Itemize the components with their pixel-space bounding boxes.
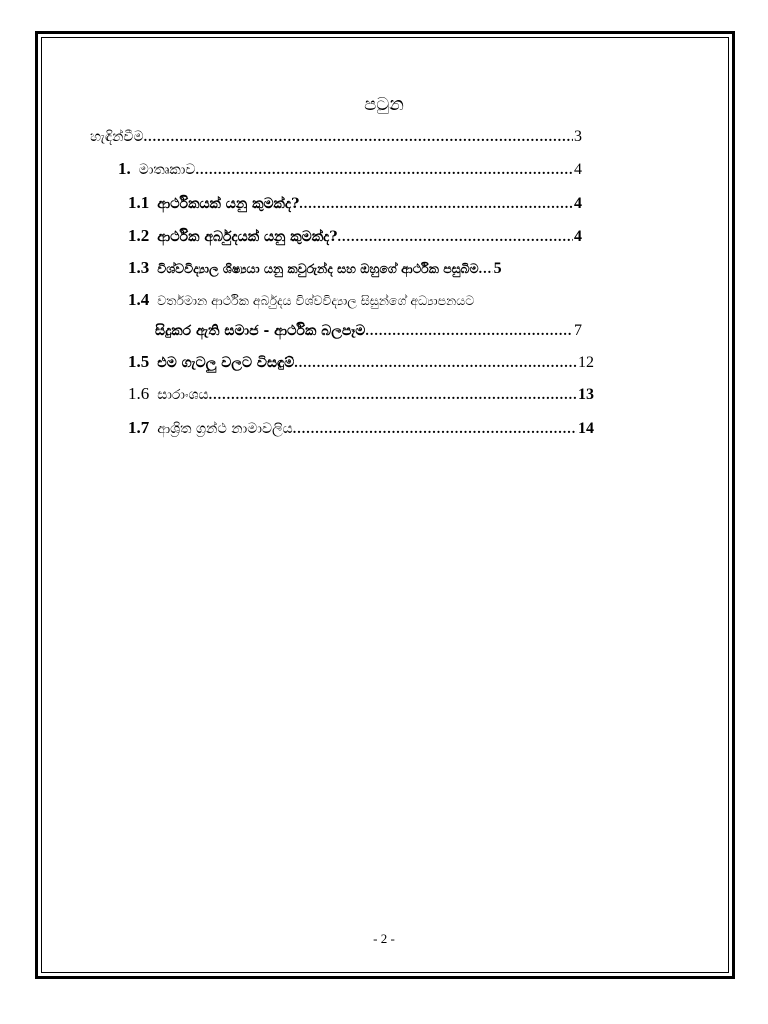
toc-entry-1-7[interactable]: [128, 415, 594, 441]
toc-page-number: 4: [574, 195, 582, 212]
page-number-footer: - 2 -: [373, 931, 395, 946]
toc-page-number: 13: [578, 386, 594, 403]
toc-page-number: 5: [493, 260, 502, 277]
toc-leader-dots: [144, 125, 573, 150]
toc-entry-1[interactable]: [118, 156, 582, 182]
toc-leader-dots: [337, 225, 573, 249]
toc-page-number: 3: [574, 128, 582, 145]
toc-leader-dots: [299, 192, 573, 216]
toc-entry-number: 1.7: [128, 418, 150, 437]
toc-entry-1-4[interactable]: [128, 287, 582, 313]
toc-entry-1-2[interactable]: [128, 223, 582, 249]
toc-entry-label: එම ගැටලු වලට විසඳුම්: [157, 355, 295, 371]
toc-entry-label: වර්තමාන ආර්ථික අර්බුදය විශ්වවිද්‍යාල සිසුන්ගේ අධ්‍යාපනයට: [157, 293, 475, 308]
toc-entry-number: 1.5: [128, 352, 150, 371]
toc-title: පටුන: [364, 94, 404, 115]
toc-page-number: 14: [578, 420, 594, 437]
toc-page-number: 7: [574, 322, 582, 339]
toc-entry-number: 1.1: [128, 193, 150, 212]
toc-entry-label: ආර්ථික අර්බුදයක් යනු කුමක්ද?: [157, 229, 338, 245]
toc-entry-label: මාතෘකාව: [138, 162, 196, 178]
toc-entry-number: 1.3: [128, 258, 150, 277]
toc-page-number: 4: [574, 161, 582, 178]
toc-entry-number: 1.2: [128, 226, 150, 245]
toc-entry-number: 1.6: [128, 384, 150, 403]
toc-entry-number: 1.: [118, 159, 131, 178]
toc-leader-dots: [294, 351, 577, 375]
toc-entry-label: විශ්වවිද්‍යාල ශිෂ්‍යයා යනු කවුරුන්ද සහ ඔහුගේ ආර්ථික පසුබිම: [157, 261, 479, 276]
toc-entry-label: හැඳින්වීම: [90, 129, 144, 145]
toc-entry-1-1[interactable]: [128, 190, 582, 216]
toc-entry-1-5[interactable]: [128, 349, 594, 375]
toc-page-number: 4: [574, 228, 582, 245]
toc-entry-label: සාරාංශය: [157, 387, 209, 403]
toc-entry-label: ආර්ථිකයක් යනු කුමක්ද?: [157, 196, 300, 212]
toc-page-number: 12: [578, 354, 594, 371]
toc-leader-dots: [479, 257, 493, 281]
toc-entry-1-3[interactable]: [128, 255, 582, 281]
toc-leader-dots: [293, 417, 577, 441]
toc-entry-1-4-continuation[interactable]: [155, 318, 582, 344]
toc-entry-1-6[interactable]: [128, 381, 594, 407]
toc-leader-dots: [209, 383, 577, 407]
toc-entry-label: ආශ්‍රිත ග්‍රන්ථ නාමාවලිය: [157, 421, 293, 437]
toc-leader-dots: [365, 319, 573, 344]
toc-leader-dots: [195, 158, 573, 182]
toc-entry-number: 1.4: [128, 290, 150, 309]
toc-entry-introduction[interactable]: [90, 124, 582, 150]
toc-entry-label: සිදුකර ඇති සමාජ - ආර්ථික බලපෑම: [155, 323, 366, 339]
